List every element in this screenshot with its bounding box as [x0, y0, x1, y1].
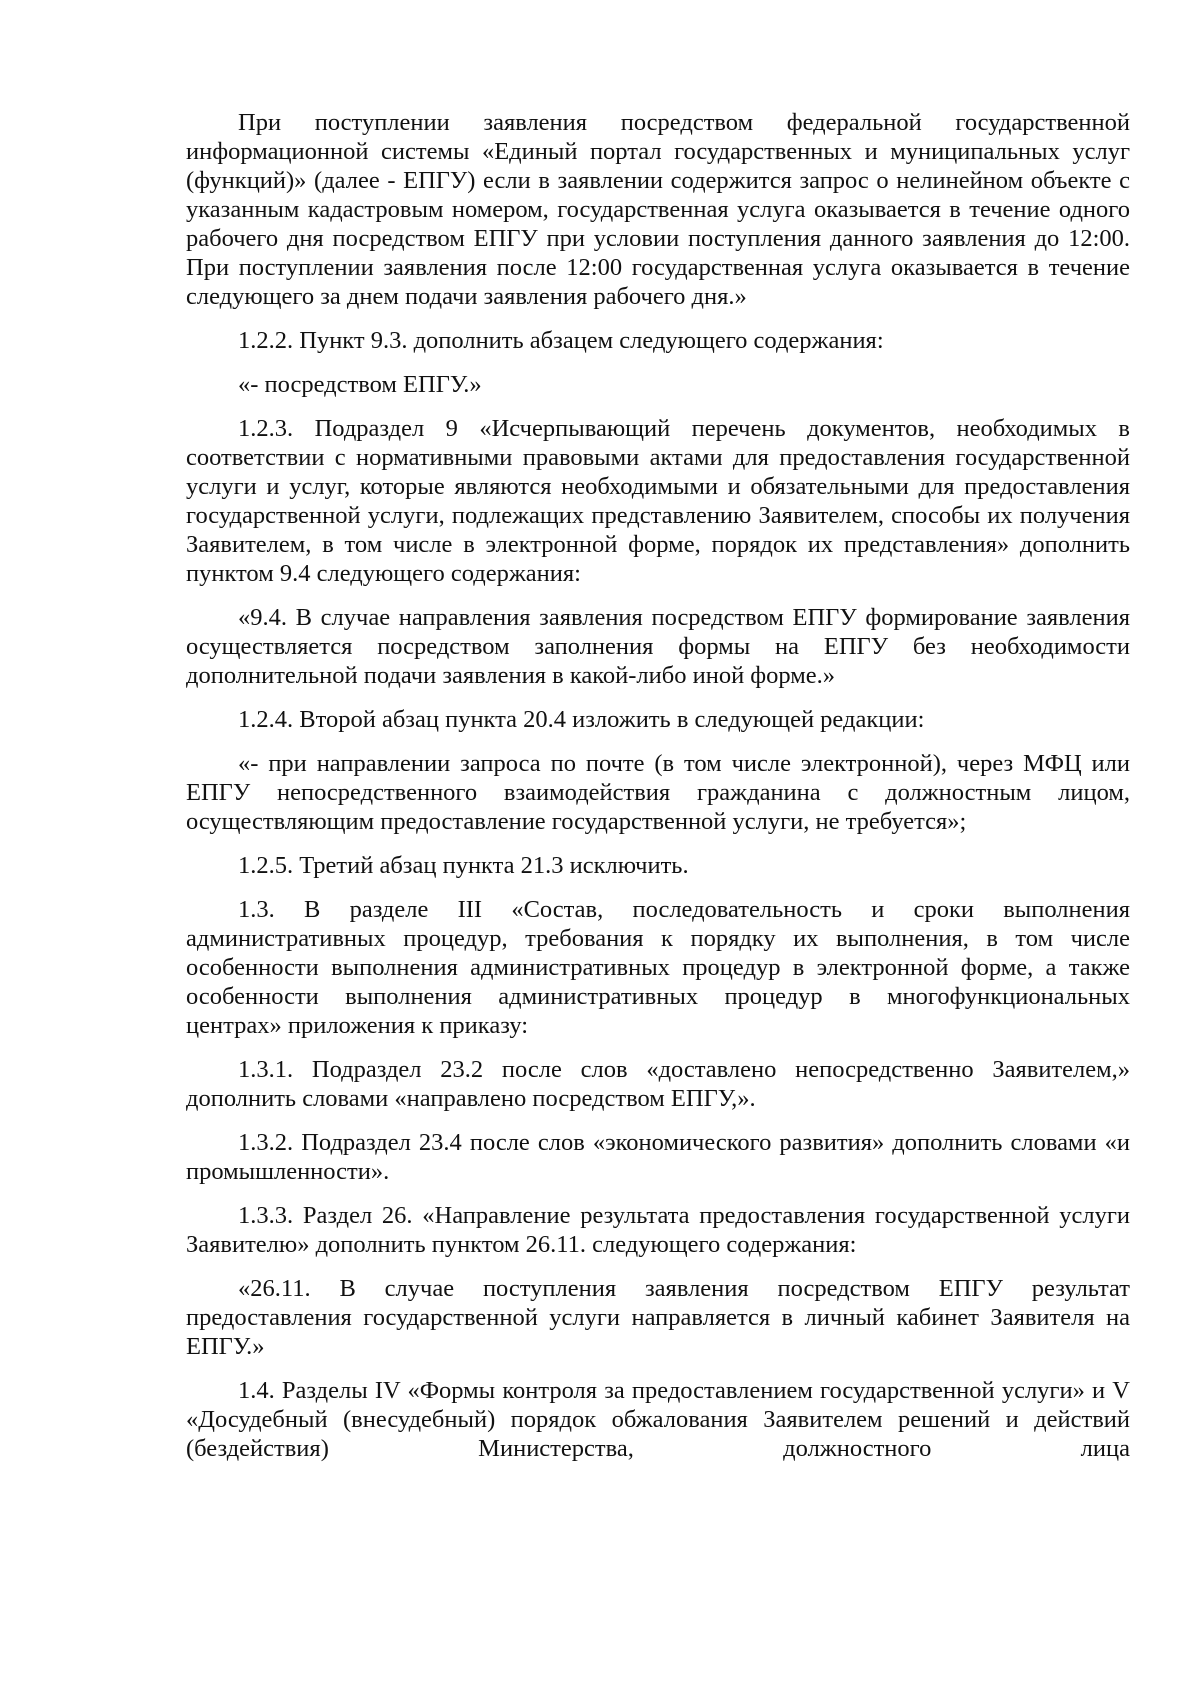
- paragraph-quote-mail-request: «- при направлении запроса по почте (в том числе электронной), через МФЦ или ЕПГУ непосредственного взаимодействия гражданина с должностным лицом, осуществляющим предоставление государственной услуги, не требуется»;: [186, 750, 1130, 835]
- paragraph-1-2-3: 1.2.3. Подраздел 9 «Исчерпывающий перечень документов, необходимых в соответствии с нормативными правовыми актами для предоставления государственной услуги и услуг, которые являются необходимыми и обязательными для предоставления государственной услуги, подлежащих представлению Заявителем, способы их получения Заявителем, в том числе в электронной форме, порядок их представления» дополнить пунктом 9.4 следующего содержания:: [186, 415, 1130, 587]
- document-page: [186, 108, 1130, 1463]
- paragraph-epgu-intro: При поступлении заявления посредством федеральной государственной информационной системы «Единый портал государственных и муниципальных услуг (функций)» (далее - ЕПГУ) если в заявлении содержится запрос о нелинейном объекте с указанным кадастровым номером, государственная услуга оказывается в течение одного рабочего дня посредством ЕПГУ при условии поступления данного заявления до 12:00. При поступлении заявления после 12:00 государственная услуга оказывается в течение следующего за днем подачи заявления рабочего дня.»: [186, 109, 1130, 310]
- paragraph-1-2-2: 1.2.2. Пункт 9.3. дополнить абзацем следующего содержания:: [238, 327, 884, 354]
- paragraph-1-2-4: 1.2.4. Второй абзац пункта 20.4 изложить в следующей редакции:: [238, 706, 925, 733]
- paragraph-1-2-5: 1.2.5. Третий абзац пункта 21.3 исключить.: [238, 852, 689, 879]
- paragraph-26-11: «26.11. В случае поступления заявления посредством ЕПГУ результат предоставления государственной услуги направляется в личный кабинет Заявителя на ЕПГУ.»: [186, 1275, 1130, 1360]
- paragraph-1-4: 1.4. Разделы IV «Формы контроля за предоставлением государственной услуги» и V «Досудебный (внесудебный) порядок обжалования Заявителем решений и действий (бездействия) Министерства, должностного лица: [186, 1377, 1130, 1462]
- paragraph-9-4: «9.4. В случае направления заявления посредством ЕПГУ формирование заявления осуществляется посредством заполнения формы на ЕПГУ без необходимости дополнительной подачи заявления в какой-либо иной форме.»: [186, 604, 1130, 689]
- paragraph-1-3-2: 1.3.2. Подраздел 23.4 после слов «экономического развития» дополнить словами «и промышленности».: [186, 1129, 1130, 1185]
- paragraph-quote-via-epgu: «- посредством ЕПГУ.»: [238, 371, 482, 398]
- paragraph-1-3: 1.3. В разделе III «Состав, последовательность и сроки выполнения административных процедур, требования к порядку их выполнения, в том числе особенности выполнения административных процедур в электронной форме, а также особенности выполнения административных процедур в многофункциональных центрах» приложения к приказу:: [186, 896, 1130, 1039]
- paragraph-1-3-3: 1.3.3. Раздел 26. «Направление результата предоставления государственной услуги Заявителю» дополнить пунктом 26.11. следующего содержания:: [186, 1202, 1130, 1258]
- paragraph-1-3-1: 1.3.1. Подраздел 23.2 после слов «доставлено непосредственно Заявителем,» дополнить словами «направлено посредством ЕПГУ,».: [186, 1056, 1130, 1112]
